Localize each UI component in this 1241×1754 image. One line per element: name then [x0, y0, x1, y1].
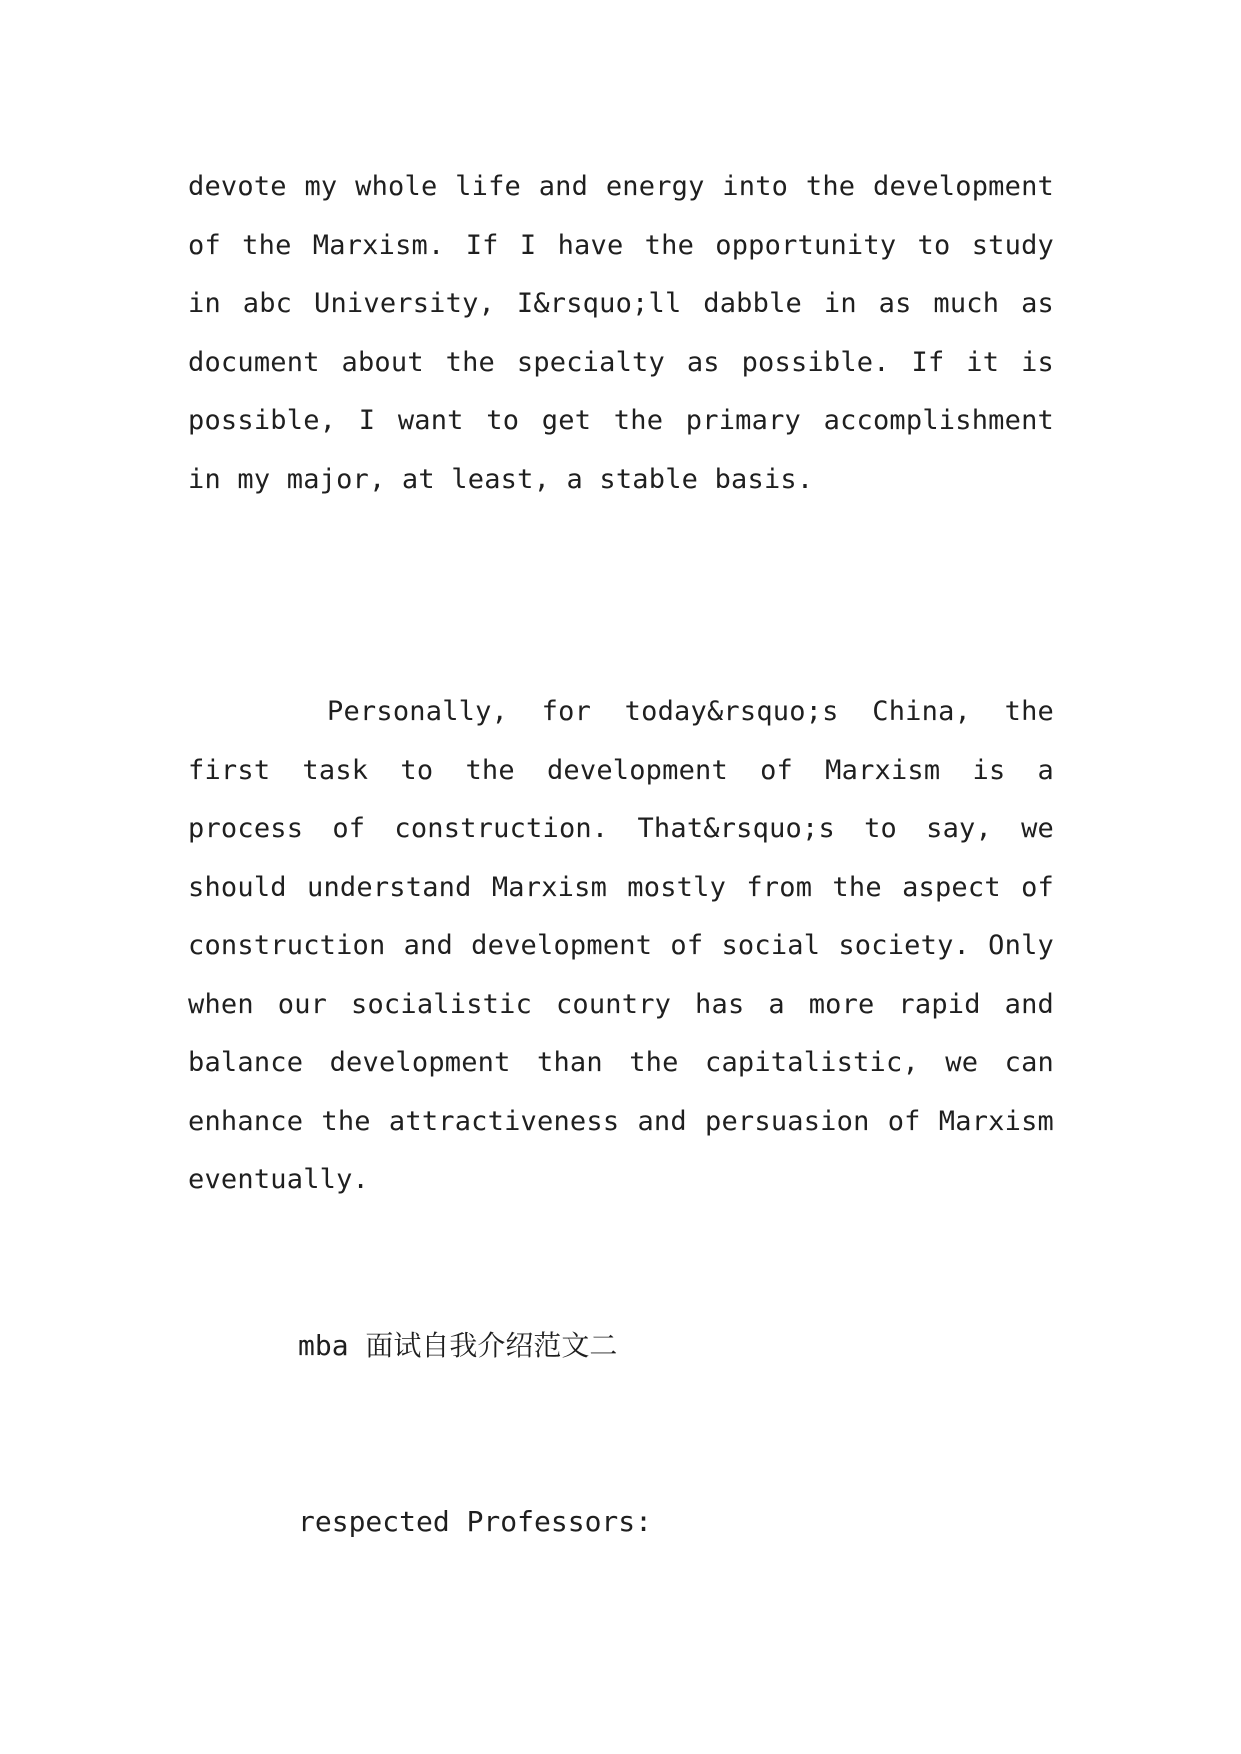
body-paragraph-1: devote my whole life and energy into the development of the Marxism. If I have the opportunity to study in abc University, I&rsquo;ll dabble in as much as document about the specialty as possible. If it is possible, I want to get the primary accomplishment in my major, at least, a stable basis.: [188, 171, 1054, 495]
body-paragraph-2: Personally, for today&rsquo;s China, the first task to the development of Marxism is a process of construction. That&rsquo;s to say, we should understand Marxism mostly from the aspect of construction and development of social society. Only when our socialistic country has a more rapid and balance development than the capitalistic, we can enhance the attractiveness and persuasion of Marxism eventually.: [188, 696, 1054, 1195]
section-title: mba 面试自我介绍范文二: [298, 1329, 618, 1362]
salutation: respected Professors:: [298, 1505, 653, 1538]
